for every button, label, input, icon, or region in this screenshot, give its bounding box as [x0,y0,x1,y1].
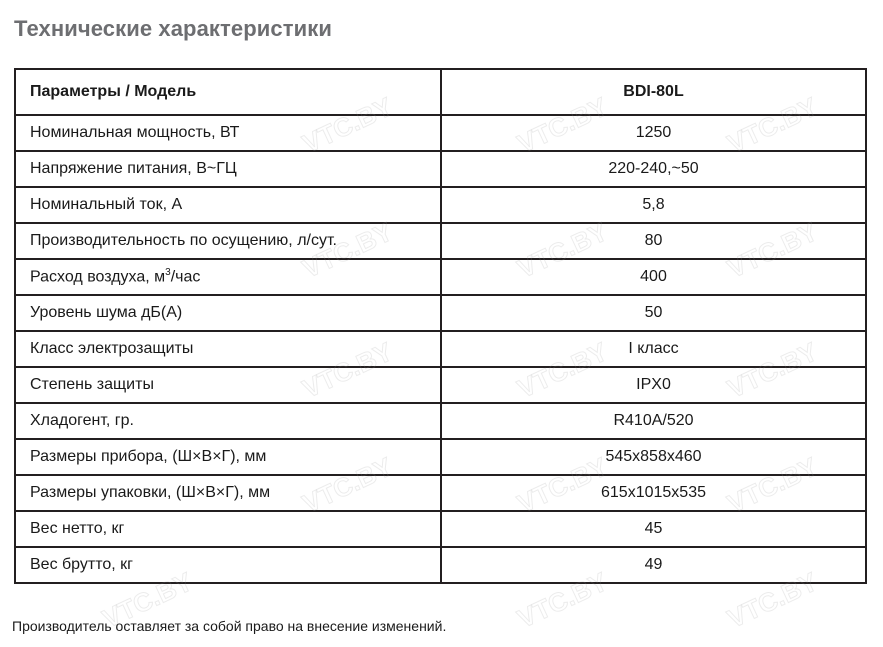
table-row [15,223,866,259]
watermark: VTC.BY [512,451,613,519]
param-value: I класс [441,331,866,367]
param-value: 49 [441,547,866,583]
table-row [15,187,866,223]
param-name: Производительность по осущению, л/сут. [15,223,441,259]
param-name: Вес брутто, кг [15,547,441,583]
table-row [15,259,866,295]
table-row [15,403,866,439]
watermark: VTC.BY [512,336,613,404]
param-name-tail: /час [170,268,201,286]
param-name: Уровень шума дБ(А) [15,295,441,331]
table-row [15,475,866,511]
param-value: 50 [441,295,866,331]
param-name: Напряжение питания, В~ГЦ [15,151,441,187]
watermark: VTC.BY [97,566,198,634]
param-value: 5,8 [441,187,866,223]
param-name [15,259,441,295]
param-value: 545x858x460 [441,439,866,475]
param-name: Степень защиты [15,367,441,403]
watermark: VTC.BY [722,216,823,284]
watermark: VTC.BY [297,336,398,404]
watermark: VTC.BY [297,91,398,159]
param-value: IPX0 [441,367,866,403]
param-value: 615x1015x535 [441,475,866,511]
table-header-row [15,69,866,115]
param-value: 1250 [441,115,866,151]
watermark: VTC.BY [722,451,823,519]
param-value: 220-240,~50 [441,151,866,187]
param-name: Размеры упаковки, (Ш×В×Г), мм [15,475,441,511]
watermark: VTC.BY [722,91,823,159]
watermark: VTC.BY [512,216,613,284]
header-model-label: BDI-80L [441,69,866,115]
param-name: Номинальная мощность, ВТ [15,115,441,151]
watermark: VTC.BY [297,216,398,284]
param-value: 80 [441,223,866,259]
header-param-label: Параметры / Модель [15,69,441,115]
param-name-main: Расход воздуха, м [30,268,166,286]
watermark: VTC.BY [512,566,613,634]
spec-table [14,68,867,584]
table-row [15,295,866,331]
watermark: VTC.BY [297,451,398,519]
table-row [15,151,866,187]
watermark: VTC.BY [512,91,613,159]
table-row [15,547,866,583]
param-value: 400 [441,259,866,295]
param-name: Номинальный ток, А [15,187,441,223]
param-name-superscript: 3 [165,267,171,279]
param-name: Хладогент, гр. [15,403,441,439]
param-value: 45 [441,511,866,547]
param-name: Размеры прибора, (Ш×В×Г), мм [15,439,441,475]
param-value: R410A/520 [441,403,866,439]
table-row [15,439,866,475]
param-name: Класс электрозащиты [15,331,441,367]
param-name: Вес нетто, кг [15,511,441,547]
table-row [15,331,866,367]
table-row [15,367,866,403]
table-row [15,115,866,151]
footnote: Производитель оставляет за собой право на внесение изменений. [12,618,447,634]
watermark: VTC.BY [722,566,823,634]
watermark: VTC.BY [722,336,823,404]
table-row [15,511,866,547]
page-title: Технические характеристики [14,16,332,41]
